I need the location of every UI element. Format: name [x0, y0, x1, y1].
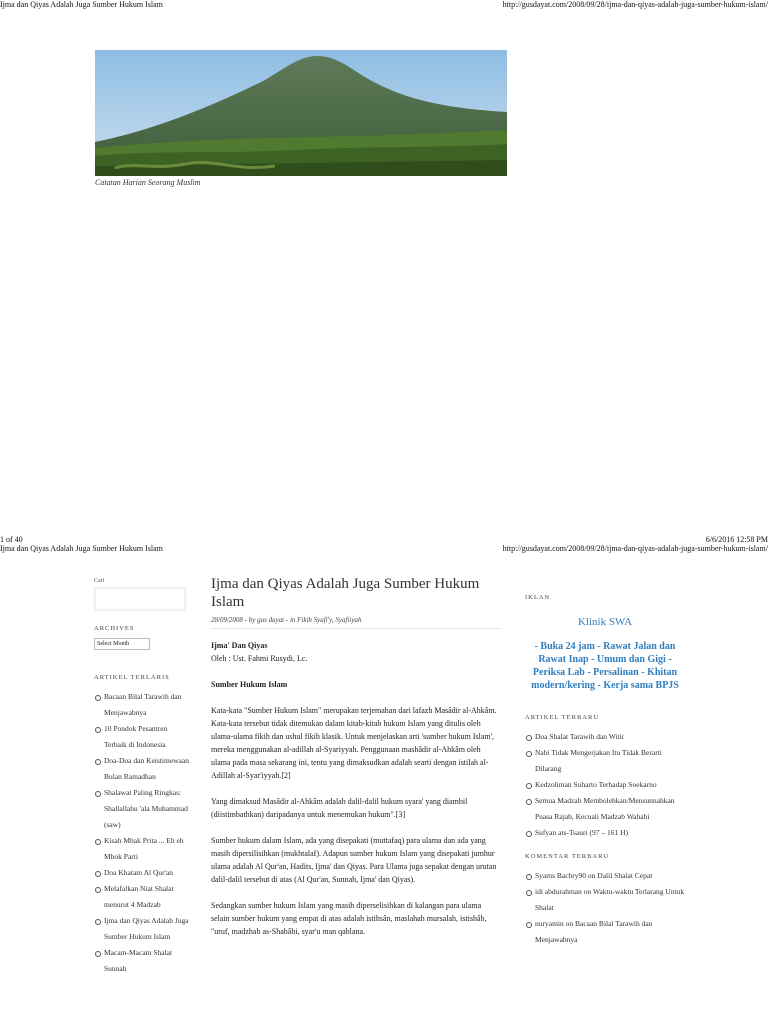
search-label: Cari [94, 578, 105, 584]
post-body [211, 639, 501, 938]
post-paragraph: Yang dimaksud Masâdir al-Ahkâm adalah dalil-dalil hukum syara' yang diambil (diistimbathkan) daripadanya untuk menemukan hukum".[3] [211, 797, 468, 819]
ad-title-link[interactable]: Klinik SWA [577, 616, 633, 628]
recent-articles-title: ARTIKEL TERBARU [525, 714, 600, 721]
recent-comment-link[interactable]: nuryamin on Bacaan Bilal Tarawih dan Menjawabnya [525, 916, 685, 948]
post-subtitle: Ijma' Dan Qiyas [211, 641, 268, 650]
recent-articles-list [525, 729, 685, 841]
print-header [0, 0, 768, 10]
recent-article-link[interactable]: Semua Madzab Membolehkan/Mensunnahkan Puasa Rajab, Kecuali Madzab Wahabi [525, 793, 685, 825]
recent-comment-link[interactable]: idi abdurahman on Waktu-waktu Terlarang Untuk Shalat [525, 884, 685, 916]
archives-title: ARCHIVES [94, 625, 135, 632]
popular-article-link[interactable]: Bacaan Bilal Tarawih dan Menjawabnya [94, 689, 189, 721]
print-header-url: http://gusdayat.com/2008/09/28/ijma-dan-qiyas-adalah-juga-sumber-hukum-islam/ [502, 0, 768, 9]
recent-article-link[interactable]: Nabi Tidak Mengerjakan Itu Tidak Berarti Dilarang [525, 745, 685, 777]
left-sidebar [94, 578, 189, 977]
popular-article-link[interactable]: Macam-Macam Shalat Sunnah [94, 945, 189, 977]
print-datetime: 6/6/2016 12:58 PM [705, 535, 768, 544]
recent-comments-title: KOMENTAR TERBARU [525, 853, 610, 860]
print-header-url: http://gusdayat.com/2008/09/28/ijma-dan-qiyas-adalah-juga-sumber-hukum-islam/ [502, 544, 768, 553]
archives-month-select[interactable]: Select Month [94, 638, 150, 650]
recent-comment-link[interactable]: Syams Bachry90 on Dalil Shalat Cepat [525, 868, 685, 884]
section-heading: Sumber Hukum Islam [211, 680, 288, 689]
post-categories-link[interactable]: Fikih Syafi'y, Syafiiyah [297, 616, 362, 624]
post-author-link[interactable]: gus dayat [257, 616, 285, 624]
popular-article-link[interactable]: Ijma dan Qiyas Adalah Juga Sumber Hukum Islam [94, 913, 189, 945]
popular-article-link[interactable]: 10 Pondok Pesantren Terbaik di Indonesia [94, 721, 189, 753]
print-header-title: Ijma dan Qiyas Adalah Juga Sumber Hukum Islam [0, 544, 163, 553]
popular-articles-list [94, 689, 189, 977]
post-paragraph: Sedangkan sumber hukum Islam yang masih diperselisihkan di kalangan para ulama selain sumber hukum yang empat di atas adalah istihsân, maslahah mursalah, istishâb, "uruf, madzhab as-Shahâbi, syar'u man qablana. [211, 901, 487, 936]
post-byline: Oleh : Ust. Fahmi Rusydi, Lc. [211, 654, 308, 663]
post-article [211, 575, 501, 951]
recent-article-link[interactable]: Sufyan ats-Tsauri (97 – 161 H) [525, 825, 685, 841]
post-title[interactable]: Ijma dan Qiyas Adalah Juga Sumber Hukum Islam [211, 576, 480, 610]
print-header-2 [0, 544, 768, 554]
popular-article-link[interactable]: Melafalkan Niat Shalat menurut 4 Madzab [94, 881, 189, 913]
popular-article-link[interactable]: Doa Khatam Al Qur'an [94, 865, 189, 881]
ad-widget-title: IKLAN [525, 594, 551, 601]
search-input[interactable] [94, 587, 186, 611]
right-sidebar [525, 594, 685, 948]
popular-articles-title: ARTIKEL TERLARIS [94, 674, 170, 681]
post-meta: 28/09/2008 - by gus dayat - in Fikih Syafi'y, Syafiiyah [211, 616, 501, 629]
recent-article-link[interactable]: Doa Shalat Tarawih dan Witir [525, 729, 685, 745]
print-page-number: 1 of 40 [0, 535, 23, 544]
print-header-title: Ijma dan Qiyas Adalah Juga Sumber Hukum Islam [0, 0, 163, 9]
popular-article-link[interactable]: Shalawat Paling Ringkas: Shallallahu 'ala Muhammad (saw) [94, 785, 189, 833]
header-banner-image[interactable] [95, 50, 507, 176]
ad-body[interactable]: - Buka 24 jam - Rawat Jalan dan Rawat Inap - Umum dan Gigi - Periksa Lab - Persalinan - Khitan modern/kering - Kerja sama BPJS [531, 641, 679, 691]
post-date: 28/09/2008 [211, 616, 243, 624]
site-tagline: Catatan Harian Seorang Muslim [95, 178, 201, 187]
post-paragraph: Sumber hukum dalam Islam, ada yang disepakati (muttafaq) para ulama dan ada yang masih dipersilisihkan (mukhtalaf). Adapun sumber hukum Islam yang disepakati jumhur ulama adalah Al Qur'an, Hadits, Ijma' dan Qiyas. Para Ulama juga sepakat dengan urutan dalil-dalil tersebut di atas (Al Qur'an, Sunnah, Ijma' dan Qiyas). [211, 836, 497, 884]
post-paragraph: Kata-kata "Sumber Hukum Islam" merupakan terjemahan dari lafazh Masâdir al-Ahkâm. Kata-kata tersebut tidak ditemukan dalam kitab-kitab hukum Islam yang ditulis oleh ulama-ulama fikih dan ushul fikih klasik. Untuk menjelaskan arti 'sumber hukum Islam', mereka menggunakan al-adillah al-Syariyyah. Penggunaan mashâdir al-Ahkâm oleh ulama pada masa sekarang ini, tentu yang dimaksudkan adalah searti dengan istilah al-Adillah al-Syar'iyyah.[2] [211, 706, 497, 780]
popular-article-link[interactable]: Doa-Doa dan Keistimewaan Bulan Ramadhan [94, 753, 189, 785]
popular-article-link[interactable]: Kisah Mbak Prita ... Eh eh Mbok Parti [94, 833, 189, 865]
recent-article-link[interactable]: Kedzoliman Suharto Terhadap Soekarno [525, 777, 685, 793]
recent-comments-list [525, 868, 685, 948]
